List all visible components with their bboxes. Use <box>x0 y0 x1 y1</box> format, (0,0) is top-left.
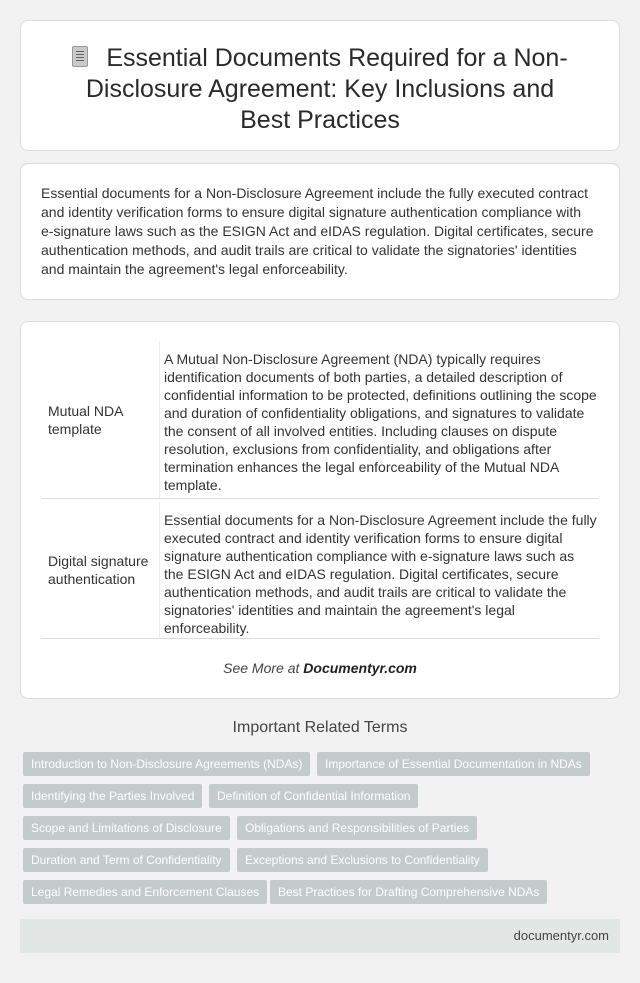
related-tag[interactable]: Definition of Confidential Information <box>209 784 418 808</box>
document-icon <box>72 46 88 67</box>
related-tag[interactable]: Introduction to Non-Disclosure Agreements (NDAs) <box>23 752 310 776</box>
term-cell: Digital signature authentication <box>48 553 149 587</box>
footer-site-link[interactable]: documentyr.com <box>513 928 609 943</box>
description-cell: Essential documents for a Non-Disclosure Agreement include the fully executed contract and identity verification forms to ensure digital signature authentication compliance with e-signature laws such as the ESIGN Act and eIDAS regulation. Digital certificates, secure authentication methods, and audit trails are critical to validate the signatories' identities and maintain the agreement's legal enforceability. <box>164 512 597 636</box>
related-tag[interactable]: Obligations and Responsibilities of Parties <box>237 816 477 840</box>
description-cell: A Mutual Non-Disclosure Agreement (NDA) typically requires identification documents of both parties, a detailed description of confidential information to be protected, definitions outlining the scope and duration of confidentiality obligations, and signatures to validate the consent of all involved entities. Including clauses on dispute resolution, exclusions from confidentiality, and obligations after termination enhances the legal enforceability of the Mutual NDA template. <box>164 351 597 493</box>
related-tag[interactable]: Scope and Limitations of Disclosure <box>23 816 230 840</box>
column-divider <box>159 341 160 498</box>
see-more-line <box>21 660 619 676</box>
related-tag[interactable]: Best Practices for Drafting Comprehensive NDAs <box>270 880 547 904</box>
terms-table-card <box>20 321 620 699</box>
related-tag[interactable]: Legal Remedies and Enforcement Clauses <box>23 880 267 904</box>
column-divider <box>159 502 160 638</box>
summary-card <box>20 163 620 300</box>
related-tag[interactable]: Exceptions and Exclusions to Confidentiality <box>237 848 488 872</box>
table-row <box>41 341 599 499</box>
related-tag[interactable]: Identifying the Parties Involved <box>23 784 202 808</box>
summary-text: Essential documents for a Non-Disclosure Agreement include the fully executed contract and identity verification forms to ensure digital signature authentication compliance with e-signature laws such as the ESIGN Act and eIDAS regulation. Digital certificates, secure authentication methods, and audit trails are critical to validate the signatories' identities and maintain the agreement's legal enforceability. <box>41 185 594 277</box>
page-title-text: Essential Documents Required for a Non-Disclosure Agreement: Key Inclusions and Best Practices <box>85 44 568 134</box>
see-more-link[interactable]: Documentyr.com <box>303 660 417 676</box>
related-tag[interactable]: Importance of Essential Documentation in NDAs <box>317 752 590 776</box>
term-cell: Mutual NDA template <box>48 402 123 437</box>
footer <box>20 919 620 953</box>
see-more-prefix: See More at <box>223 660 300 676</box>
page-title <box>61 43 579 136</box>
related-terms-heading: Important Related Terms <box>232 719 408 736</box>
related-tag[interactable]: Duration and Term of Confidentiality <box>23 848 230 872</box>
table-row <box>41 502 599 639</box>
title-card <box>20 20 620 151</box>
